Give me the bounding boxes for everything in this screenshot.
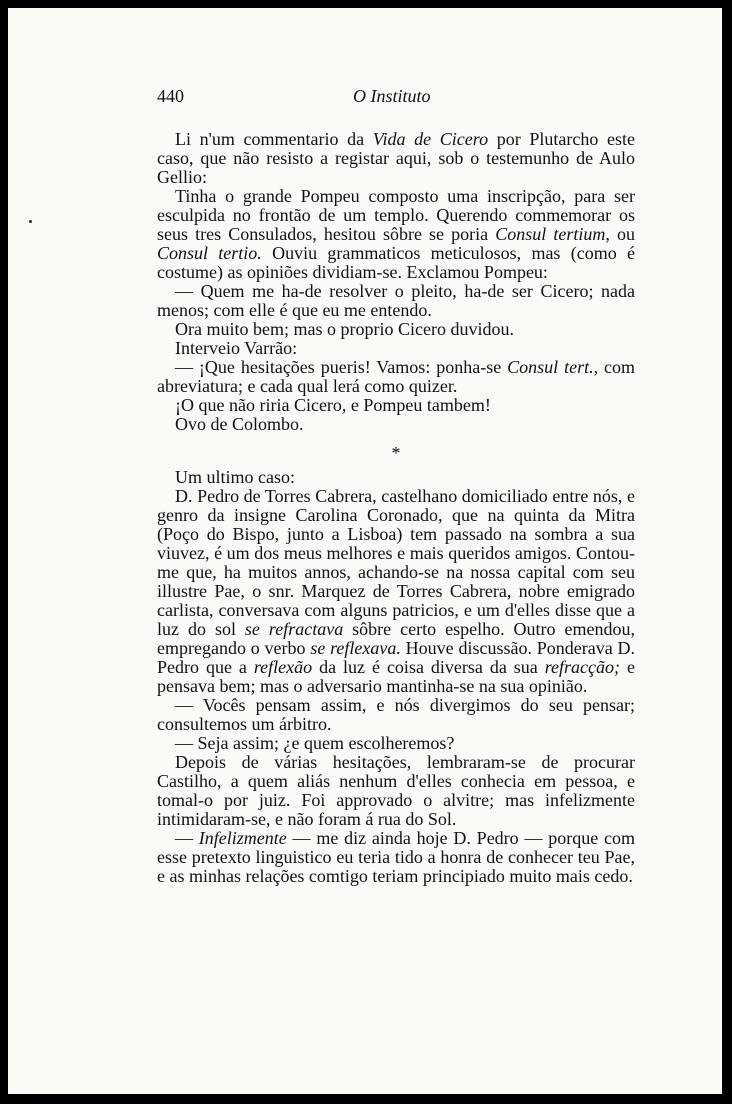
- section-separator: *: [391, 443, 401, 463]
- paragraph-8: Ovo de Colombo.: [175, 414, 304, 434]
- body-text: [157, 130, 635, 886]
- book-title-italic: Vida de Cicero: [372, 129, 489, 149]
- paragraph-5: Interveio Varrão:: [175, 338, 298, 358]
- paragraph-4: Ora muito bem; mas o proprio Cicero duvidou.: [175, 319, 514, 339]
- paragraph-13: Depois de várias hesitações, lembraram-se de procurar Castilho, a quem aliás nenhum d'elles conhecia em pessoa, e tomal-o por juiz. Foi approvado o alvitre; mas infelizmente intimidaram-se, e não foram á rua do Sol.: [157, 752, 635, 829]
- verb-italic: se reflexava.: [310, 638, 401, 658]
- paragraph-7: ¡O que não riria Cicero, e Pompeu tambem!: [175, 395, 491, 415]
- scan-speck: [29, 220, 32, 223]
- latin-phrase-italic: Consul tertium,: [495, 224, 610, 244]
- paragraph-2: Tinha o grande Pompeu composto uma inscripção, para ser esculpida no frontão de um templo. Querendo commemorar os seus tres Consulados, hesitou sôbre se poria Consul tertium, ou Consul tertio. Ouviu grammaticos meticulosos, mas (como é costume) as opiniões dividiam-se. Exclamou Pompeu:: [157, 186, 635, 282]
- book-page: [8, 8, 722, 1094]
- term-italic: refracção;: [544, 657, 621, 677]
- word-italic: Infelizmente: [198, 828, 287, 848]
- term-italic: reflexão: [253, 657, 313, 677]
- paragraph-1: Li n'um commentario da Vida de Cicero por Plutarcho este caso, que não resisto a registar aqui, sob o testemunho de Aulo Gellio:: [157, 129, 635, 187]
- paragraph-9: Um ultimo caso:: [175, 467, 295, 487]
- running-title: O Instituto: [353, 86, 431, 106]
- paragraph-11: — Vocês pensam assim, e nós divergimos do seu pensar; consultemos um árbitro.: [157, 695, 635, 734]
- paragraph-6: — ¡Que hesitações pueris! Vamos: ponha-se Consul tert., com abreviatura; e cada qual lerá como quizer.: [157, 357, 635, 396]
- page-number: 440: [157, 86, 184, 106]
- latin-phrase-italic: Consul tertio.: [157, 243, 262, 263]
- paragraph-3: — Quem me ha-de resolver o pleito, ha-de ser Cicero; nada menos; com elle é que eu me entendo.: [157, 281, 635, 320]
- page-header: [157, 86, 589, 110]
- paragraph-12: — Seja assim; ¿e quem escolheremos?: [175, 733, 455, 753]
- paragraph-14: — Infelizmente — me diz ainda hoje D. Pedro — porque com esse pretexto linguistico eu teria tido a honra de conhecer teu Pae, e as minhas relações comtigo teriam principiado muito mais cedo.: [157, 828, 635, 886]
- paragraph-10: D. Pedro de Torres Cabrera, castelhano domiciliado entre nós, e genro da insigne Carolina Coronado, que na quinta da Mitra (Poço do Bispo, junto a Lisboa) tem passado na sombra a sua viuvez, é um dos meus melhores e mais queridos amigos. Contou-me que, ha muitos annos, achando-se na nossa capital com seu illustre Pae, o snr. Marquez de Torres Cabrera, nobre emigrado carlista, conversava com alguns patricios, e um d'elles disse que a luz do sol se refractava sôbre certo espelho. Outro emendou, empregando o verbo se reflexava. Houve discussão. Ponderava D. Pedro que a reflexão da luz é coisa diversa da sua refracção; e pensava bem; mas o adversario mantinha-se na sua opinião.: [157, 486, 635, 696]
- verb-italic: se refractava: [244, 619, 344, 639]
- latin-phrase-italic: Consul tert.,: [507, 357, 599, 377]
